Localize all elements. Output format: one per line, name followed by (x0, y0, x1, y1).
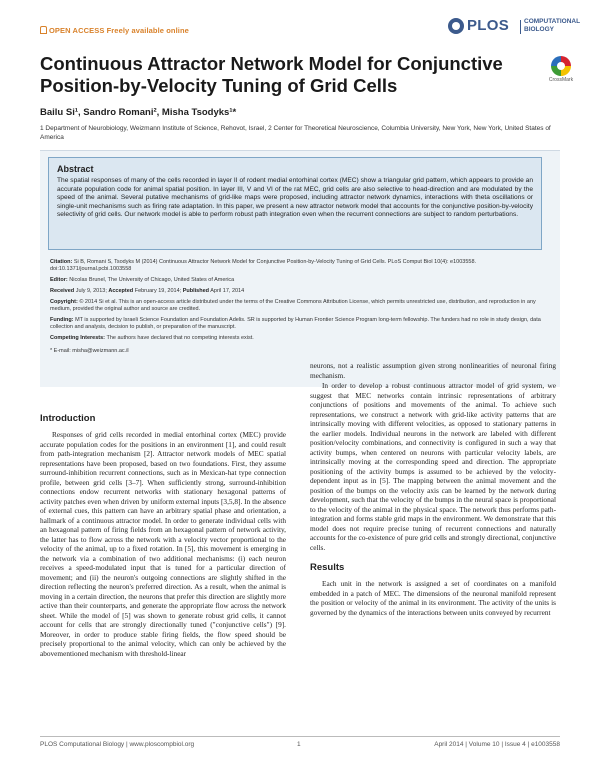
footer-journal-url[interactable]: PLOS Computational Biology | www.ploscompbiol.org (40, 741, 195, 748)
editor-label: Editor: (50, 277, 68, 283)
left-column (40, 413, 286, 658)
journal-name-line2: BIOLOGY (524, 25, 554, 33)
footer-issue-info: April 2014 | Volume 10 | Issue 4 | e1003558 (434, 741, 560, 748)
published-date: April 17, 2014 (210, 288, 245, 294)
introduction-paragraph-1: Responses of grid cells recorded in medial entorhinal cortex (MEC) provide accurate population codes for the positions in an environment [1], and could result from path-integration mechanism [2]. Attractor network models of MEC spatial representations have been proposed, based on two foundations. First, they assume surround-inhibition recurrent connections, such as in Mexican-hat type connection profile, between grid cells [3–7]. When sufficiently strong, surround-inhibition connections endow recurrent networks with stationary hexagonal patterns of activity patches even when driven by uniform external inputs [3,5,8]. In the absence of external cues, this pattern can have an arbitrary spatial phase and orientation, a hallmark of a continuous attractor model. In order to generate individual cells with an hexagonal pattern of firing fields from an hexagonal pattern of network activity, the latter has to flow across the network with a velocity vector proportional to the velocity of the animal, up to a fixed rotation. In [5], this movement is emerging in the network via a combination of two additional mechanisms: (i) each neuron receives a speed-modulated input that is tuned for a particular direction of movement; and (ii) the neuron's outgoing connections are slightly shifted in the direction reflecting the neuron's preferred direction. As a result, when the animal is moving in a certain direction, the neurons that prefer this direction are slightly more active than their counterparts, and generate the appropriate flow across the network sheet. While the model of [5] was shown to generate robust grid cells, it cannot account for cells that are strongly directionally tuned ("conjunctive cells") [9]. Moreover, in order to produce stable firing fields, the flow speed should be precisely proportional to the animal velocity, which can only be achieved by the abovementioned mechanism with threshold-linear (40, 430, 286, 658)
open-access-banner (40, 26, 189, 35)
dates-block (50, 288, 550, 295)
accepted-label: Accepted (108, 288, 134, 294)
affiliations: 1 Department of Neurobiology, Weizmann Institute of Science, Rehovot, Israel, 2 Center for Theoretical Neuroscience, Columbia University, New York, New York, United States of America (40, 125, 551, 141)
competing-text: The authors have declared that no competing interests exist. (106, 335, 254, 341)
journal-name (524, 18, 580, 33)
abstract-section (48, 157, 542, 250)
citation-label: Citation: (50, 259, 73, 265)
accepted-date: February 19, 2014; (134, 288, 182, 294)
citation-text: Si B, Romani S, Tsodyks M (2014) Continuous Attractor Network Model for Conjunctive Position-by-Velocity Tuning of Grid Cells. PLoS Comput Biol 10(4): e1003558. doi:10.1371/journal.pcbi.1003558 (50, 259, 477, 273)
journal-name-line1: COMPUTATIONAL (524, 18, 581, 25)
citation-block (50, 259, 550, 274)
funding-block (50, 317, 550, 332)
open-access-text: OPEN ACCESS Freely available online (49, 26, 189, 35)
journal-logo[interactable] (448, 17, 581, 41)
footer-divider (40, 736, 560, 737)
abstract-panel (40, 150, 560, 387)
editor-block (50, 277, 550, 284)
crossmark-icon (551, 56, 571, 76)
copyright-label: Copyright: (50, 299, 78, 305)
crossmark-badge[interactable] (547, 56, 575, 83)
abstract-heading: Abstract (57, 164, 94, 174)
logo-divider (520, 20, 521, 34)
open-access-lock-icon (40, 26, 47, 34)
journal-logo-text: PLOS (467, 17, 510, 34)
competing-interests-block (50, 335, 550, 342)
page-number: 1 (297, 741, 301, 748)
plos-logo-icon (448, 18, 464, 34)
funding-text: MT is supported by Israeli Science Foundation and Foundation Adelis. SR is supported by Human Frontier Science Program long-term fellowship. The funders had no role in study design, data collection and analysis, decision to publish, or preparation of the manuscript. (50, 317, 541, 331)
copyright-text: © 2014 Si et al. This is an open-access article distributed under the terms of the Creative Commons Attribution License, which permits unrestricted use, distribution, and reproduction in any medium, provided the original author and source are credited. (50, 299, 536, 313)
received-date: July 9, 2013; (75, 288, 107, 294)
copyright-block (50, 299, 550, 314)
results-paragraph-1: Each unit in the network is assigned a set of coordinates on a manifold embedded in a patch of MEC. The dimensions of the neuronal manifold represent the position or velocity of the animal in its environment. The activity of the units is governed by the dynamics of the interactions between units conveyed by recurrent (310, 579, 556, 617)
funding-label: Funding: (50, 317, 74, 323)
article-title: Continuous Attractor Network Model for Conjunctive Position-by-Velocity Tuning of Grid Cells (40, 53, 503, 96)
crossmark-label: CrossMark (548, 77, 574, 83)
competing-label: Competing Interests: (50, 335, 106, 341)
published-label: Published (182, 288, 209, 294)
email-line[interactable]: * E-mail: misha@weizmann.ac.il (50, 348, 129, 354)
results-heading: Results (310, 562, 345, 573)
introduction-paragraph-1-continued: neurons, not a realistic assumption given strong nonlinearities of neuronal firing mechanism. (310, 361, 556, 380)
abstract-text: The spatial responses of many of the cells recorded in layer II of rodent medial entorhinal cortex (MEC) show a triangular grid pattern, which appears to provide an accurate population code for animal spatial position. In layer III, V and VI of the rat MEC, grid cells are also selective to head-direction and are modulated by the speed of the animal. Several putative mechanisms of grid-like maps were proposed, including attractor network dynamics, interactions with theta oscillations or single-unit mechanisms such as firing rate adaptation. In this paper, we present a new attractor network model that accounts for the conjunctive position-by-velocity selectivity of grid cells. Our network model is able to perform robust path integration even when the recurrent connections are subject to random perturbations. (57, 177, 533, 219)
received-label: Received (50, 288, 75, 294)
introduction-heading: Introduction (40, 413, 96, 424)
editor-text: Nicolas Brunel, The University of Chicago, United States of America (69, 277, 235, 283)
author-list: Bailu Si¹, Sandro Romani², Misha Tsodyks¹* (40, 107, 237, 118)
introduction-paragraph-2: In order to develop a robust continuous attractor model of grid system, we suggest that MEC networks contain intrinsic representations of arbitrary conjunctions of positions and movements of the animal. To achieve such representations, we construct a network with grid-like activity patterns that are intrinsically moving with different velocities, as opposed to stationary patterns in the earlier models. Individual neurons in the network are labeled with different position/velocity combinations, and connectivity is configured in such a way that activity bumps, when centered on neurons with particular velocity labels, are intrinsically moving at the corresponding speed and direction. The appropriate positioning of the activity bumps is assumed to be achieved by the velocity-dependent input as in [5]. The mapping between the animal movement and the position of the bumps on the velocity axis can be learned by the network during development, such that the velocity of the bumps in the neural space is proportional to the velocity of the animal in the physical space. The network thus performs path-integration and forms stable grid maps in the environment. We demonstrate that this model does not require precise tuning of recurrent connections and naturally accounts for the co-existence of pure grid cells and strongly directional, conjunctive cells. (310, 381, 556, 552)
right-column (310, 361, 556, 617)
